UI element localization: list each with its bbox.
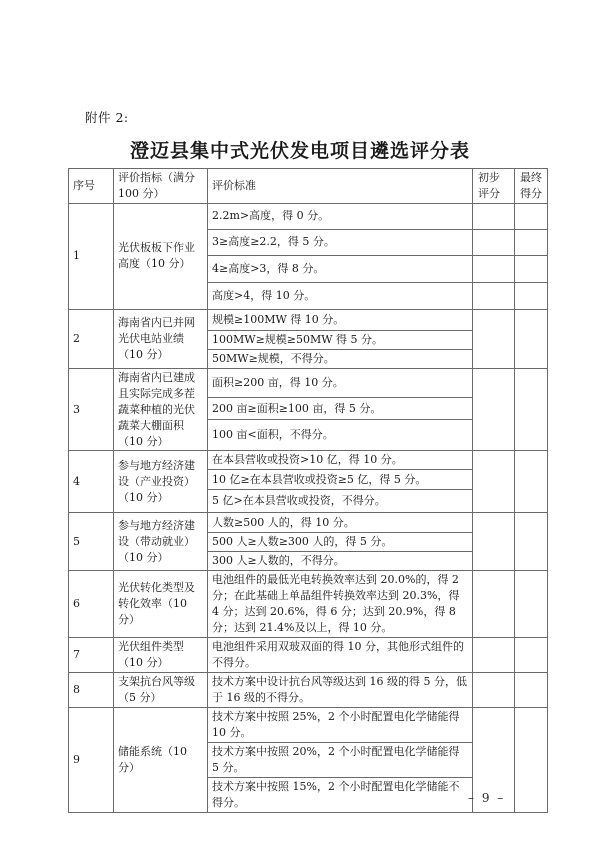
header-criteria: 评价标准 — [208, 169, 473, 204]
indicator-cell: 海南省内已并网光伏电站业绩（10 分） — [114, 309, 208, 368]
final-score-cell — [515, 368, 548, 451]
preliminary-score-cell — [473, 229, 515, 255]
row-index: 5 — [69, 513, 114, 571]
final-score-cell — [515, 571, 548, 638]
criteria-cell: 电池组件采用双玻双面的得 10 分，其他形式组件的不得分。 — [208, 638, 473, 673]
row-index: 3 — [69, 368, 114, 451]
final-score-cell — [515, 513, 548, 571]
final-score-cell — [515, 673, 548, 708]
table-row — [69, 571, 548, 638]
row-index: 4 — [69, 451, 114, 513]
criteria-cell: 规模≥100MW 得 10 分。 — [208, 309, 473, 330]
final-score-cell — [515, 707, 548, 812]
preliminary-score-cell — [473, 513, 515, 571]
final-score-cell — [515, 229, 548, 255]
criteria-cell: 在本县营收或投资>10 亿，得 10 分。 — [208, 451, 473, 470]
indicator-cell: 光伏板板下作业高度（10 分） — [114, 203, 208, 309]
table-row — [69, 638, 548, 673]
page-number: – 9 – — [468, 791, 506, 805]
final-score-cell — [515, 282, 548, 309]
row-index: 7 — [69, 638, 114, 673]
page-title: 澄迈县集中式光伏发电项目遴选评分表 — [129, 141, 470, 162]
table-row — [69, 203, 548, 229]
header-indicator: 评价指标（满分 100 分） — [114, 169, 208, 204]
indicator-cell: 参与地方经济建设（产业投资）（10 分） — [114, 451, 208, 513]
row-index: 9 — [69, 707, 114, 812]
attachment-label: 附件 2: — [85, 110, 129, 125]
preliminary-score-cell — [473, 309, 515, 368]
criteria-cell: 高度>4，得 10 分。 — [208, 282, 473, 309]
criteria-cell: 100 亩<面积，不得分。 — [208, 419, 473, 451]
criteria-cell: 技术方案中设计抗台风等级达到 16 级的得 5 分，低于 16 级的不得分。 — [208, 673, 473, 708]
criteria-cell: 100MW≥规模≥50MW 得 5 分。 — [208, 330, 473, 349]
criteria-cell: 面积≥200 亩，得 10 分。 — [208, 368, 473, 398]
table-row — [69, 513, 548, 533]
header-preliminary-score-label: 初步评分 — [478, 171, 500, 200]
row-index: 6 — [69, 571, 114, 638]
header-index: 序号 — [69, 169, 114, 204]
header-preliminary-score — [473, 169, 515, 204]
criteria-cell: 人数≥500 人的，得 10 分。 — [208, 513, 473, 533]
criteria-cell: 200 亩≥面积≥100 亩，得 5 分。 — [208, 398, 473, 419]
table-row — [69, 707, 548, 742]
final-score-cell — [515, 309, 548, 368]
preliminary-score-cell — [473, 368, 515, 451]
row-index: 2 — [69, 309, 114, 368]
criteria-cell: 技术方案中按照 15%，2 个小时配置电化学储能不得分。 — [208, 777, 473, 812]
header-final-score — [515, 169, 548, 204]
criteria-cell: 500 人≥人数≥300 人的，得 5 分。 — [208, 533, 473, 552]
row-index: 1 — [69, 203, 114, 309]
criteria-cell: 3≥高度≥2.2，得 5 分。 — [208, 229, 473, 255]
header-final-score-label: 最终得分 — [520, 171, 542, 200]
final-score-cell — [515, 203, 548, 229]
preliminary-score-cell — [473, 282, 515, 309]
table-row — [69, 673, 548, 708]
indicator-cell: 光伏转化类型及转化效率（10 分） — [114, 571, 208, 638]
final-score-cell — [515, 451, 548, 513]
criteria-cell: 技术方案中按照 20%，2 个小时配置电化学储能得 5 分。 — [208, 742, 473, 777]
indicator-cell: 光伏组件类型（10 分） — [114, 638, 208, 673]
indicator-cell: 储能系统（10 分） — [114, 707, 208, 812]
criteria-cell: 2.2m>高度，得 0 分。 — [208, 203, 473, 229]
table-row — [69, 309, 548, 330]
indicator-cell: 海南省内已建成且实际完成多茬蔬菜种植的光伏蔬菜大棚面积（10 分） — [114, 368, 208, 451]
criteria-cell: 5 亿>在本县营收或投资，不得分。 — [208, 490, 473, 513]
criteria-cell: 10 亿≥在本县营收或投资≥5 亿，得 5 分。 — [208, 470, 473, 490]
criteria-cell: 技术方案中按照 25%，2 个小时配置电化学储能得 10 分。 — [208, 707, 473, 742]
criteria-cell: 电池组件的最低光电转换效率达到 20.0%的，得 2 分；在此基础上单晶组件转换效率达到 20.3%，得 4 分；达到 20.6%，得 6 分；达到 20.9%，得 8 分；达到 21.4%及以上，得 10 分。 — [208, 571, 473, 638]
final-score-cell — [515, 255, 548, 282]
preliminary-score-cell — [473, 673, 515, 708]
criteria-cell: 4≥高度>3，得 8 分。 — [208, 255, 473, 282]
table-header-row — [69, 169, 548, 204]
row-index: 8 — [69, 673, 114, 708]
table-row — [69, 451, 548, 470]
preliminary-score-cell — [473, 638, 515, 673]
preliminary-score-cell — [473, 451, 515, 513]
final-score-cell — [515, 638, 548, 673]
preliminary-score-cell — [473, 571, 515, 638]
indicator-cell: 参与地方经济建设（带动就业）（10 分） — [114, 513, 208, 571]
table-row — [69, 368, 548, 398]
preliminary-score-cell — [473, 255, 515, 282]
preliminary-score-cell — [473, 203, 515, 229]
scoring-table — [68, 168, 548, 813]
criteria-cell: 50MW≥规模，不得分。 — [208, 349, 473, 368]
criteria-cell: 300 人≥人数的，不得分。 — [208, 552, 473, 571]
indicator-cell: 支架抗台风等级（5 分） — [114, 673, 208, 708]
